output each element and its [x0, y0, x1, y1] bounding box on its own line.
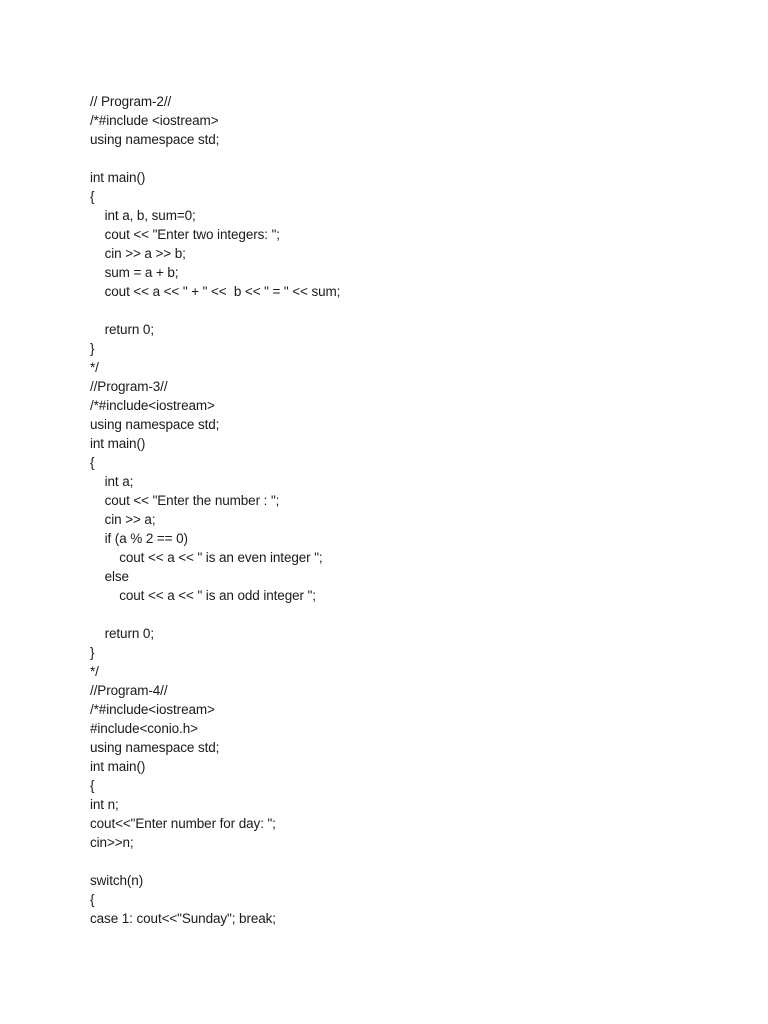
code-line: cout << a << " + " << b << " = " << sum; [90, 284, 341, 299]
code-line: int main() [90, 436, 146, 451]
code-line: //Program-4// [90, 683, 168, 698]
code-line: cout<<"Enter number for day: "; [90, 816, 276, 831]
code-line: } [90, 341, 95, 356]
code-line: cin >> a >> b; [90, 246, 186, 261]
code-line: cout << a << " is an even integer "; [90, 550, 323, 565]
code-line: */ [90, 664, 99, 679]
code-line: cout << a << " is an odd integer "; [90, 588, 316, 603]
code-line: using namespace std; [90, 417, 220, 432]
code-line: switch(n) [90, 873, 144, 888]
code-line: { [90, 778, 95, 793]
code-line: using namespace std; [90, 132, 220, 147]
code-line: int main() [90, 759, 146, 774]
code-line: if (a % 2 == 0) [90, 531, 188, 546]
code-line: int n; [90, 797, 119, 812]
code-line: } [90, 645, 95, 660]
code-line: cout << "Enter two integers: "; [90, 227, 280, 242]
code-line: /*#include<iostream> [90, 398, 215, 413]
code-line: // Program-2// [90, 94, 172, 109]
code-line: /*#include<iostream> [90, 702, 215, 717]
code-line: using namespace std; [90, 740, 220, 755]
code-line [90, 852, 730, 871]
code-listing [90, 92, 730, 928]
code-line: return 0; [90, 626, 154, 641]
code-line: int a; [90, 474, 134, 489]
code-line: sum = a + b; [90, 265, 179, 280]
code-line: int a, b, sum=0; [90, 208, 196, 223]
code-line: { [90, 189, 95, 204]
code-line: cin >> a; [90, 512, 156, 527]
code-line: int main() [90, 170, 146, 185]
code-line [90, 149, 730, 168]
code-line: { [90, 892, 95, 907]
code-line: /*#include <iostream> [90, 113, 219, 128]
code-line: //Program-3// [90, 379, 168, 394]
code-line: cout << "Enter the number : "; [90, 493, 280, 508]
code-line: { [90, 455, 95, 470]
code-line: */ [90, 360, 99, 375]
code-line [90, 605, 730, 624]
code-line: #include<conio.h> [90, 721, 198, 736]
code-line: cin>>n; [90, 835, 134, 850]
code-line [90, 301, 730, 320]
code-line: case 1: cout<<"Sunday"; break; [90, 911, 276, 926]
code-line: return 0; [90, 322, 154, 337]
code-line: else [90, 569, 129, 584]
